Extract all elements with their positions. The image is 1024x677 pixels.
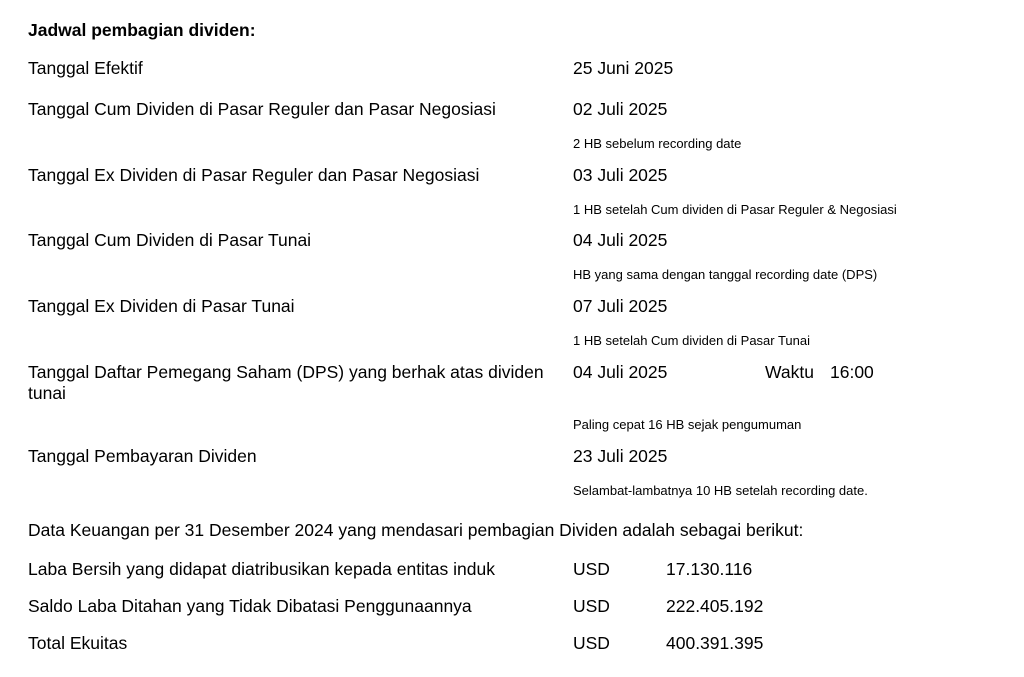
financial-amount-total-equity: 400.391.395 <box>666 633 764 653</box>
schedule-date-cum-cash: 04 Juli 2025 <box>573 230 668 250</box>
schedule-heading: Jadwal pembagian dividen: <box>28 20 256 40</box>
financial-currency-total-equity: USD <box>573 633 610 653</box>
schedule-label-ex-regular: Tanggal Ex Dividen di Pasar Reguler dan Pasar Negosiasi <box>28 165 480 185</box>
schedule-time-label-dps: Waktu <box>765 362 814 382</box>
financial-label-net-income: Laba Bersih yang didapat diatribusikan kepada entitas induk <box>28 559 495 579</box>
schedule-note-ex-regular: 1 HB setelah Cum dividen di Pasar Reguler & Negosiasi <box>573 202 897 217</box>
schedule-note-ex-cash: 1 HB setelah Cum dividen di Pasar Tunai <box>573 333 811 348</box>
schedule-label-cum-cash: Tanggal Cum Dividen di Pasar Tunai <box>28 230 312 250</box>
schedule-label-payment: Tanggal Pembayaran Dividen <box>28 446 257 466</box>
schedule-note-cum-regular: 2 HB sebelum recording date <box>573 136 742 151</box>
schedule-date-cum-regular: 02 Juli 2025 <box>573 99 668 119</box>
schedule-note-payment: Selambat-lambatnya 10 HB setelah recording date. <box>573 483 868 498</box>
schedule-note-dps: Paling cepat 16 HB sejak pengumuman <box>573 417 802 432</box>
financial-label-total-equity: Total Ekuitas <box>28 633 128 653</box>
financial-intro: Data Keuangan per 31 Desember 2024 yang mendasari pembagian Dividen adalah sebagai berikut: <box>28 520 804 540</box>
schedule-note-cum-cash: HB yang sama dengan tanggal recording date (DPS) <box>573 267 878 282</box>
schedule-label-effective: Tanggal Efektif <box>28 58 143 78</box>
schedule-date-payment: 23 Juli 2025 <box>573 446 668 466</box>
financial-currency-net-income: USD <box>573 559 610 579</box>
schedule-label-ex-cash: Tanggal Ex Dividen di Pasar Tunai <box>28 296 295 316</box>
schedule-label-dps: Tanggal Daftar Pemegang Saham (DPS) yang berhak atas dividen tunai <box>28 362 544 403</box>
financial-amount-retained-earnings: 222.405.192 <box>666 596 764 616</box>
financial-label-retained-earnings: Saldo Laba Ditahan yang Tidak Dibatasi Penggunaannya <box>28 596 472 616</box>
schedule-date-effective: 25 Juni 2025 <box>573 58 674 78</box>
schedule-date-ex-cash: 07 Juli 2025 <box>573 296 668 316</box>
schedule-label-cum-regular: Tanggal Cum Dividen di Pasar Reguler dan Pasar Negosiasi <box>28 99 496 119</box>
financial-currency-retained-earnings: USD <box>573 596 610 616</box>
financial-amount-net-income: 17.130.116 <box>666 559 753 579</box>
schedule-date-dps: 04 Juli 2025 <box>573 362 668 382</box>
schedule-time-value-dps: 16:00 <box>830 362 874 382</box>
schedule-date-ex-regular: 03 Juli 2025 <box>573 165 668 185</box>
